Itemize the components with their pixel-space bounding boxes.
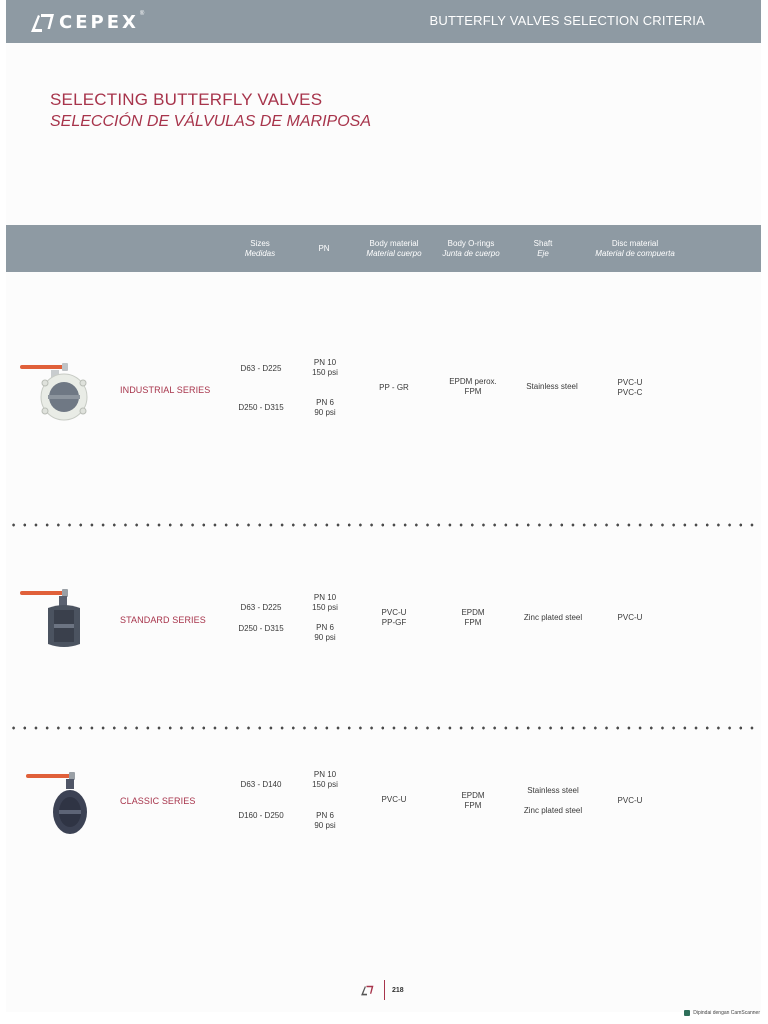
size-range: D63 - D225 <box>240 603 282 612</box>
pn-value: PN 10 <box>313 358 337 367</box>
pn-rating <box>314 398 335 418</box>
column-header-label: Shaft <box>533 238 553 248</box>
column-header-label-es: Junta de cuerpo <box>442 248 500 258</box>
body-material: PP - GR <box>379 383 409 392</box>
page-subtitle: SELECCIÓN DE VÁLVULAS DE MARIPOSA <box>50 113 371 130</box>
pn-value: PN 10 <box>313 770 337 779</box>
column-header-label: Disc material <box>611 238 659 248</box>
pressure-value: 150 psi <box>312 603 338 612</box>
footer-separator <box>384 980 385 1000</box>
size-range: D63 - D225 <box>240 364 282 373</box>
cepex-logo-icon <box>29 11 55 33</box>
shaft-material: Stainless steel <box>527 786 579 795</box>
section-title: BUTTERFLY VALVES SELECTION CRITERIA <box>429 13 705 28</box>
column-header-sizes <box>235 225 285 272</box>
shaft-material: Zinc plated steel <box>523 613 583 622</box>
brand-name: CEPEX <box>59 11 139 33</box>
table-row-standard <box>6 588 761 658</box>
size-range: D250 - D315 <box>238 624 284 633</box>
row-divider <box>8 523 760 527</box>
oring-value: EPDM perox. <box>449 377 497 386</box>
body-material-value: PVC-U <box>381 608 407 617</box>
pn-value: PN 6 <box>316 398 334 407</box>
page-title: SELECTING BUTTERFLY VALVES <box>50 90 323 109</box>
body-material <box>382 608 407 628</box>
scanner-watermark <box>684 1010 760 1016</box>
body-orings <box>461 791 484 811</box>
industrial-valve-image <box>18 359 90 421</box>
oring-value: FPM <box>464 801 482 810</box>
page-title-block <box>50 90 371 131</box>
oring-value: FPM <box>464 618 482 627</box>
table-header <box>6 225 761 272</box>
column-header-label: PN <box>318 243 330 253</box>
pressure-value: 150 psi <box>312 368 338 377</box>
column-header-label-es: Eje <box>537 248 549 258</box>
column-header-shaft <box>518 225 568 272</box>
body-material-value: PP-GF <box>381 618 407 627</box>
pn-rating <box>312 358 338 378</box>
oring-value: FPM <box>464 387 482 396</box>
disc-value: PVC-U <box>617 378 643 387</box>
table-row-industrial <box>6 355 761 435</box>
body-orings <box>461 608 484 628</box>
row-divider <box>8 726 760 730</box>
registered-mark: ® <box>139 11 145 17</box>
pn-rating <box>314 811 335 831</box>
column-header-label: Body O-rings <box>447 238 495 248</box>
pressure-value: 150 psi <box>312 780 338 789</box>
scanner-note: Dipindai dengan CamScanner <box>693 1010 760 1016</box>
shaft-material: Zinc plated steel <box>523 806 583 815</box>
camscanner-icon <box>684 1010 690 1016</box>
size-range: D250 - D315 <box>238 403 284 412</box>
size-range: D160 - D250 <box>238 811 284 820</box>
pn-rating <box>314 623 335 643</box>
oring-value: EPDM <box>461 608 485 617</box>
oring-value: EPDM <box>461 791 485 800</box>
disc-material: PVC-U <box>617 796 643 805</box>
pn-rating <box>312 770 338 790</box>
standard-valve-image <box>18 588 90 650</box>
column-header-label: Body material <box>369 238 419 248</box>
pressure-value: 90 psi <box>314 408 336 417</box>
disc-value: PVC-C <box>617 388 643 397</box>
disc-material: PVC-U <box>617 613 643 622</box>
disc-material <box>618 378 643 398</box>
series-name: CLASSIC SERIES <box>120 796 196 806</box>
pn-rating <box>312 593 338 613</box>
shaft-material: Stainless steel <box>526 382 578 391</box>
size-range: D63 - D140 <box>240 780 282 789</box>
cepex-logo-icon <box>360 984 374 996</box>
page-footer <box>360 980 404 1000</box>
table-row-classic <box>6 768 761 838</box>
pn-value: PN 6 <box>316 623 334 632</box>
column-header-pn <box>306 225 342 272</box>
pressure-value: 90 psi <box>314 821 336 830</box>
classic-valve-image <box>24 770 96 836</box>
top-header-bar <box>6 0 761 43</box>
column-header-disc-material <box>585 225 685 272</box>
column-header-label: Sizes <box>250 238 270 248</box>
body-orings <box>449 377 497 397</box>
column-header-body-orings <box>436 225 506 272</box>
body-material: PVC-U <box>381 795 407 804</box>
series-name: STANDARD SERIES <box>120 615 206 625</box>
column-header-label-es: Medidas <box>244 248 276 258</box>
cepex-logo <box>29 11 144 33</box>
page-number: 218 <box>392 986 404 994</box>
column-header-body-material <box>359 225 429 272</box>
column-header-label-es: Material cuerpo <box>366 248 422 258</box>
pn-value: PN 10 <box>313 593 337 602</box>
page-background <box>6 0 761 1012</box>
pn-value: PN 6 <box>316 811 334 820</box>
series-name: INDUSTRIAL SERIES <box>120 385 211 395</box>
column-header-label-es: Material de compuerta <box>595 248 675 258</box>
pressure-value: 90 psi <box>314 633 336 642</box>
